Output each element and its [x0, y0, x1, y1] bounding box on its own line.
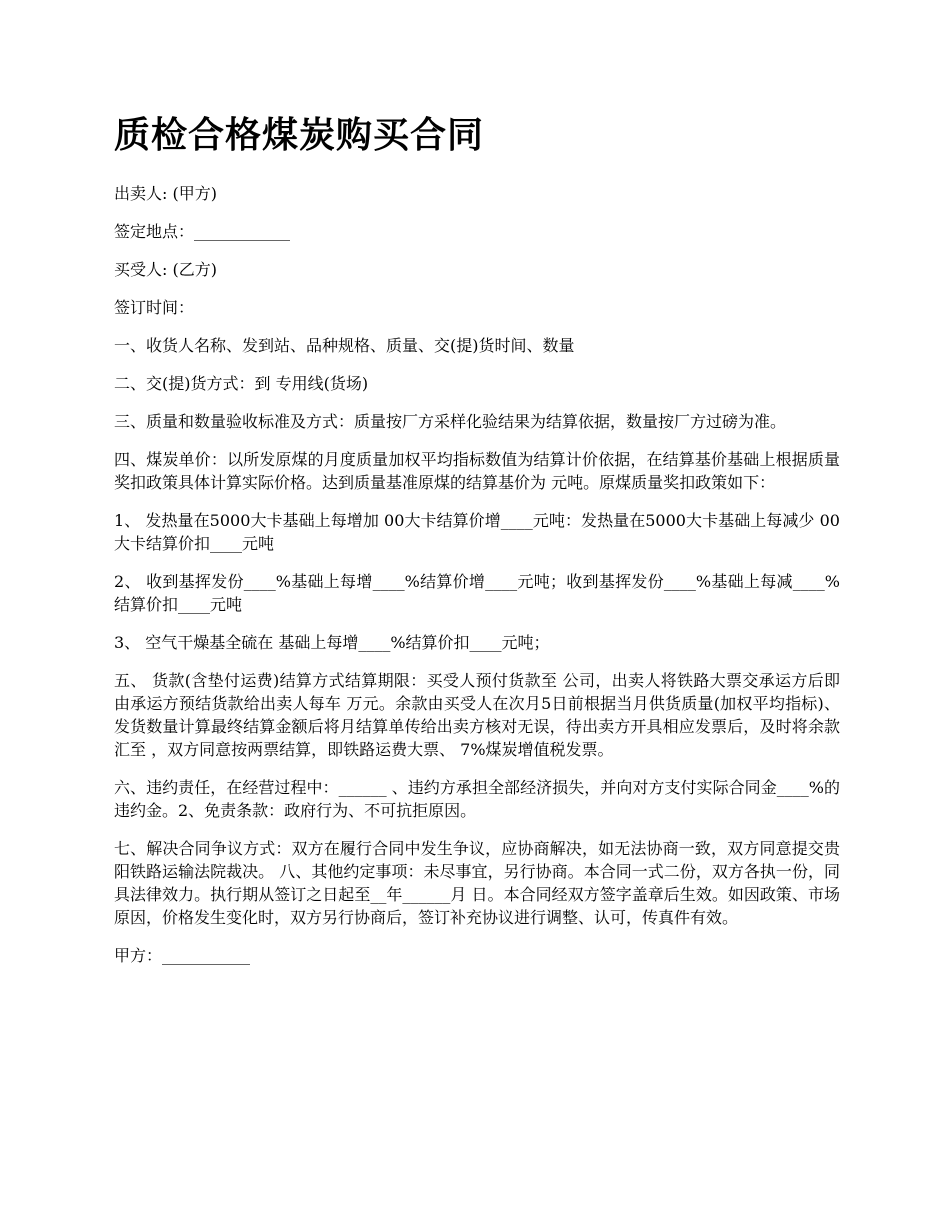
clause-1: 一、收货人名称、发到站、品种规格、质量、交(提)货时间、数量 [114, 336, 575, 355]
clause-3: 三、质量和数量验收标准及方式：质量按厂方采样化验结果为结算依据，数量按厂方过磅为准。 [114, 412, 787, 431]
clause-4: 四、煤炭单价：以所发原煤的月度质量加权平均指标数值为结算计价依据，在结算基价基础上根据质量奖扣政策具体计算实际价格。达到质量基准原煤的结算基价为 元吨。原煤质量奖扣政策如下： [114, 450, 840, 492]
clause-2: 二、交(提)货方式：到 专用线(货场) [114, 374, 369, 393]
clause-5: 五、 货款(含垫付运费)结算方式结算期限：买受人预付货款至 公司，出卖人将铁路大票交承运方后即由承运方预结货款给出卖人每车 万元。余款由买受人在次月5日前根据当月供货质量(加权平均指标)、发货数量计算最终结算金额后将月结算单传给出卖方核对无误，待出卖方开具相应发票后，及时将余款汇至 ，双方同意按两票结算，即铁路运费大票、 7%煤炭增值税发票。 [114, 671, 840, 759]
clause-4-item-2: 2、 收到基挥发份____%基础上每增____%结算价增____元吨；收到基挥发份____%基础上每减____%结算价扣____元吨 [114, 572, 840, 614]
document-title: 质检合格煤炭购买合同 [114, 115, 485, 156]
party-a-signature-line: 甲方：___________ [114, 946, 251, 965]
clause-4-item-1: 1、 发热量在5000大卡基础上每增加 00大卡结算价增____元吨：发热量在5000大卡基础上每减少 00大卡结算价扣____元吨 [114, 511, 840, 553]
clause-7: 七、解决合同争议方式：双方在履行合同中发生争议，应协商解决，如无法协商一致，双方同意提交贵阳铁路运输法院裁决。 八、其他约定事项：未尽事宜，另行协商。本合同一式二份，双方各执一份，同具法律效力。执行期从签订之日起至__年______月 日。本合同经双方签字盖章后生效。如因政策、市场原因，价格发生变化时，双方另行协商后，签订补充协议进行调整、认可，传真件有效。 [114, 839, 840, 927]
clause-6: 六、违约责任，在经营过程中：______ 、违约方承担全部经济损失，并向对方支付实际合同金____%的违约金。2、免责条款：政府行为、不可抗拒原因。 [114, 778, 840, 820]
seller-line: 出卖人: (甲方) [114, 184, 217, 203]
clause-4-item-3: 3、 空气干燥基全硫在 基础上每增____%结算价扣____元吨； [114, 633, 550, 652]
contract-document [114, 108, 840, 982]
signing-time-line: 签订时间： [114, 298, 195, 317]
buyer-line: 买受人: (乙方) [114, 260, 217, 279]
signing-place-line: 签定地点：____________ [114, 222, 291, 241]
